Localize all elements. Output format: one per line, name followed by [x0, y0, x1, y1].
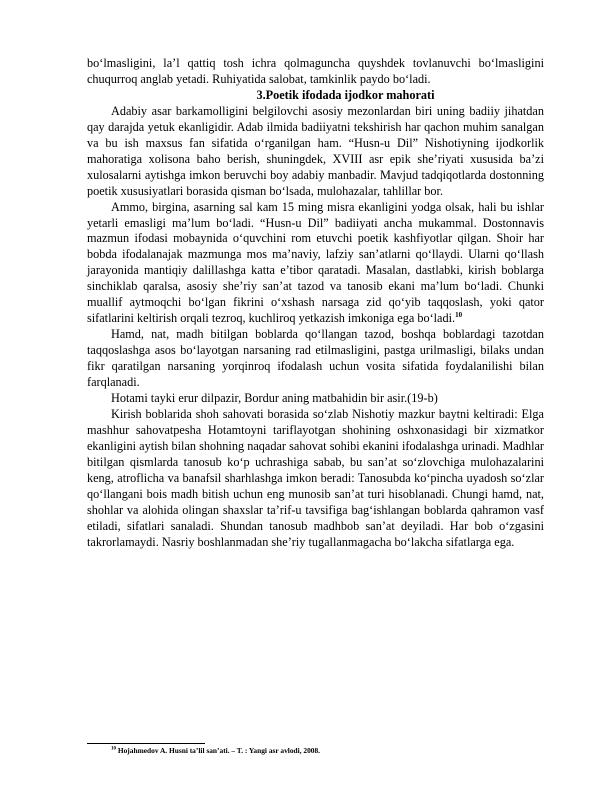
footnote-text: Hojahmedov A. Husni ta’lil san’ati. – T. : Yangi asr avlodi, 2008.	[117, 746, 321, 755]
body-paragraph-1: Adabiy asar barkamolligini belgilovchi asosiy mezonlardan biri uning badiiy jihatdan qay darajda yetuk ekanligidir. Adab ilmida badiiyatni tekshirish har qachon muhim sanalgan va bu ish maxsus fan sifatida o‘rganilgan ham. “Husn-u Dil” Nishotiyning ijodkorlik mahoratiga xolisona baho berish, shuningdek, XVIII asr epik she’riyati xususida ba’zi xulosalarni aytishga imkon beruvchi boy adabiy manbadir. Mavjud tadqiqotlarda dostonning poetik xususiyatlari borasida qisman bo‘lsada, mulohazalar, tahlillar bor.	[87, 103, 544, 198]
body-paragraph-4: Kirish boblarida shoh sahovati borasida so‘zlab Nishotiy mazkur baytni keltiradi: Elga mashhur sahovatpesha Hotamtoyni tariflayotgan shohining oshxonasidagi bir xizmatkor ekanligini aytish bilan shohning naqadar sahovat sohibi ekanini ifodalashga urinadi. Madhlar bitilgan qismlarda tanosub ko‘p uchrashiga sabab, bu san’at so‘zlovchiga mulohazalarini keng, atroflicha va banafsil sharhlashga imkon beradi: Tanosubda ko‘pincha uyadosh so‘zlar qo‘llangani bois madh bitish uchun eng munosib san’at turi hisoblanadi. Chungi hamd, nat, shohlar va alohida olingan shaxslar ta’rif-u tavsifiga bag‘ishlangan boblarda qahramon vasf etiladi, sifatlari sanaladi. Shundan tanosub madhbob san’at deyiladi. Har bob o‘zgasini takrorlamaydi. Nasriy boshlanmadan she’riy tugallanmagacha bo‘lakcha sifatlarga ega.	[87, 406, 544, 549]
footnote	[111, 746, 320, 756]
section-heading: 3.Poetik ifodada ijodkor mahorati	[256, 87, 435, 102]
body-paragraph-3: Hamd, nat, madh bitilgan boblarda qo‘llangan tazod, boshqa boblardagi tazotdan taqqoslashga asos bo‘layotgan narsaning rad etilmasligini, pastga urilmasligi, bilaks undan fikr qaratilgan narsaning yorqinroq ifodalash uchun vosita sifatida foydalanilishi bilan farqlanadi.	[87, 327, 544, 390]
footnote-number: 10	[111, 746, 116, 752]
body-paragraph-2	[87, 200, 544, 328]
footnote-reference[interactable]: 10	[455, 311, 463, 320]
quoted-bayt: Hotami tayki erur dilpazir, Bordur aning matbahidin bir asir.(19-b)	[111, 391, 438, 406]
footnote-divider	[87, 743, 205, 744]
body-paragraph-2-text: Ammo, birgina, asarning sal kam 15 ming misra ekanligini yodga olsak, hali bu ishlar yetarli emasligi ma’lum bo‘ladi. “Husn-u Dil” badiiyati ancha mukammal. Dostonnavis mazmun ifodasi mobaynida o‘quvchini rom etuvchi poetik kashfiyotlar qilgan. Shoir har bobda ifodalanajak mazmunga mos ma’naviy, lafziy san’atlarni qo‘llaydi. Ularni qo‘llash jarayonida mantiqiy dalillashga katta e’tibor qaratadi. Masalan, dastlabki, kirish boblarga sinchiklab qaralsa, asosiy she’riy san’at tazod va tanosib ekani ma’lum bo‘ladi. Chunki muallif aytmoqchi bo‘lgan fikrini o‘xshash narsaga zid qo‘yib taqqoslash, yoki qator sifatlarini keltirish orqali tezroq, kuchliroq yetkazish imkoniga ega bo‘ladi.	[87, 199, 544, 326]
intro-paragraph: bo‘lmasligini, la’l qattiq tosh ichra qolmaguncha quyshdek tovlanuvchi bo‘lmasligini chuqurroq anglab yetadi. Ruhiyatida salobat, tamkinlik paydo bo‘ladi.	[87, 56, 544, 86]
page-body	[87, 56, 544, 551]
